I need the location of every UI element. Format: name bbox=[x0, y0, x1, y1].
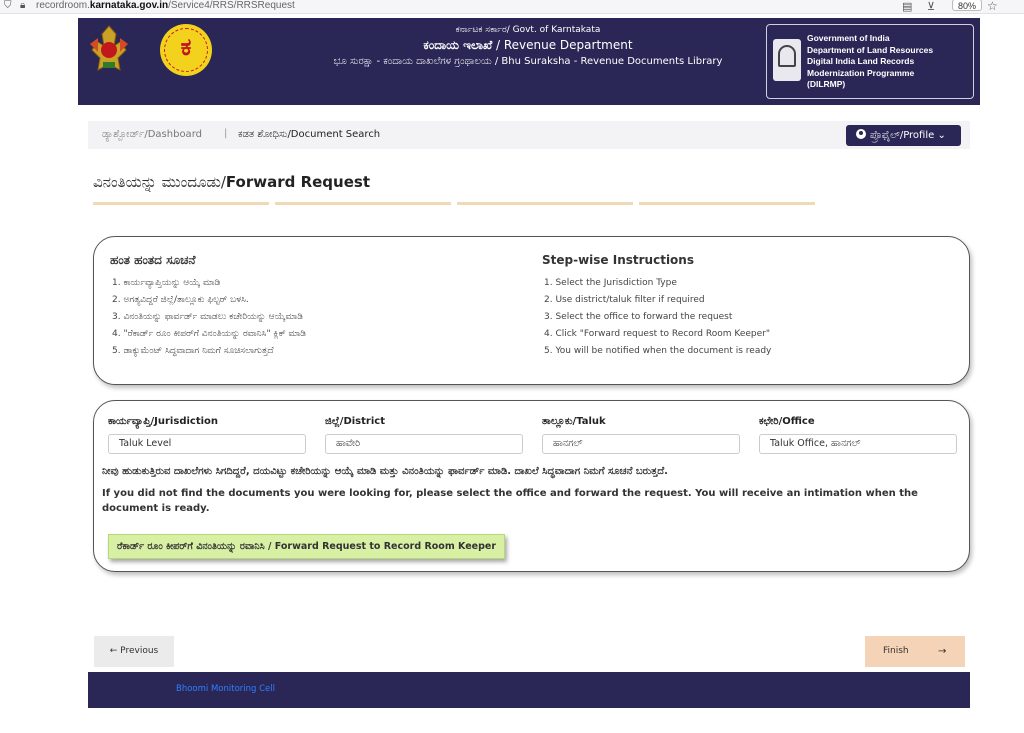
karnataka-emblem-icon bbox=[86, 24, 132, 74]
forward-request-form bbox=[93, 400, 970, 572]
dilrmp-line: Digital India Land Records bbox=[807, 56, 915, 66]
dilrmp-line: (DILRMP) bbox=[807, 79, 846, 89]
logo-letter: ಕ bbox=[180, 33, 192, 61]
instruction-step: 4. Click "Forward request to Record Room Keeper" bbox=[544, 329, 770, 339]
url-domain: karnataka.gov.in bbox=[89, 0, 169, 11]
url-prefix: recordroom. bbox=[36, 0, 90, 11]
instructions-list-kn bbox=[112, 275, 306, 360]
page-title bbox=[93, 173, 370, 191]
instruction-step: 4. "ರೆಕಾರ್ಡ್ ರೂಂ ಕೀಪರ್‌ಗೆ ವಿನಂತಿಯನ್ನು ರವಾನಿಸಿ" ಕ್ಲಿಕ್ ಮಾಡಿ bbox=[112, 329, 306, 339]
instruction-step: 3. ವಿನಂತಿಯನ್ನು ಫಾರ್ವರ್ಡ್ ಮಾಡಲು ಕಚೇರಿಯನ್ನು ಆಯ್ಕೆಮಾಡಿ bbox=[112, 312, 303, 322]
district-field[interactable]: ಹಾವೇರಿ bbox=[325, 434, 523, 454]
instruction-step: 2. ಅಗತ್ಯವಿದ್ದರೆ ಜಿಲ್ಲೆ/ತಾಲ್ಲೂಕು ಫಿಲ್ಟರ್ ಬಳಸಿ. bbox=[112, 295, 249, 305]
instruction-step: 1. Select the Jurisdiction Type bbox=[544, 278, 677, 288]
user-icon bbox=[856, 129, 866, 139]
office-field[interactable]: Taluk Office, ಹಾನಗಲ್ bbox=[759, 434, 957, 454]
office-label: ಕಛೇರಿ/Office bbox=[759, 416, 815, 427]
breadcrumb-current[interactable]: ಕಡತ ಶೋಧಿಸು/Document Search bbox=[238, 129, 381, 140]
site-header bbox=[78, 18, 980, 105]
breadcrumb-dashboard-link[interactable]: ಡ್ಯಾಶ್ಬೋರ್ಡ್/Dashboard bbox=[102, 129, 202, 140]
instructions-list-en bbox=[544, 275, 771, 360]
finish-button[interactable] bbox=[865, 636, 965, 667]
profile-label: ಪ್ರೊಫೈಲ್/Profile ⌄ bbox=[870, 130, 946, 141]
arrow-right-icon: → bbox=[938, 646, 947, 657]
jurisdiction-label: ಕಾರ್ಯವ್ಯಾಪ್ತಿ/Jurisdiction bbox=[108, 416, 219, 427]
step-progress-2 bbox=[275, 202, 451, 205]
step-progress-4 bbox=[639, 202, 815, 205]
dilrmp-badge bbox=[766, 24, 974, 99]
page-title-en: Forward Request bbox=[225, 173, 370, 191]
department-title-en: / Revenue Department bbox=[492, 38, 633, 52]
taluk-field[interactable]: ಹಾನಗಲ್ bbox=[542, 434, 740, 454]
instructions-title-kn: ಹಂತ ಹಂತದ ಸೂಚನೆ bbox=[110, 253, 196, 267]
address-bar[interactable] bbox=[36, 0, 295, 11]
dilrmp-line: Modernization Programme bbox=[807, 67, 915, 78]
instruction-step: 5. You will be notified when the document is ready bbox=[544, 346, 772, 356]
national-emblem-icon bbox=[773, 39, 801, 81]
page-title-kn: ವಿನಂತಿಯನ್ನು ಮುಂದೂಡು/ bbox=[93, 173, 226, 191]
shield-icon[interactable]: ⛉ bbox=[4, 0, 12, 11]
footer-link[interactable]: Bhoomi Monitoring Cell bbox=[176, 684, 276, 694]
reader-view-icon[interactable]: ▤ bbox=[902, 0, 913, 13]
header-titles bbox=[218, 24, 838, 70]
forward-to-record-room-button[interactable]: ರೆಕಾರ್ಡ್ ರೂಂ ಕೀಪರ್‌ಗೆ ವಿನಂತಿಯನ್ನು ರವಾನಿಸಿ / Forward Request to Record Room Keeper bbox=[108, 534, 505, 559]
department-title bbox=[218, 36, 838, 54]
dilrmp-text bbox=[807, 33, 933, 91]
lock-icon[interactable]: 🔒︎ bbox=[20, 0, 26, 11]
instructions-title-en: Step-wise Instructions bbox=[542, 253, 694, 267]
forward-note-en: If you did not find the documents you were looking for, please select the office and forward the request. You will receive an intimation when the document is ready. bbox=[102, 488, 918, 514]
zoom-level[interactable]: 80% bbox=[952, 0, 982, 11]
site-footer bbox=[88, 672, 970, 708]
instruction-step: 5. ಡಾಕ್ಯುಮೆಂಟ್ ಸಿದ್ಧವಾದಾಗ ನಿಮಗೆ ಸೂಚಿಸಲಾಗುತ್ತದೆ bbox=[112, 346, 274, 356]
save-to-pocket-icon[interactable]: ⊻ bbox=[927, 0, 936, 13]
step-progress-3 bbox=[457, 202, 633, 205]
department-title-kn: ಕಂದಾಯ ಇಲಾಖೆ bbox=[423, 38, 493, 52]
jurisdiction-field[interactable]: Taluk Level bbox=[108, 434, 306, 454]
instruction-step: 2. Use district/taluk filter if required bbox=[544, 295, 705, 305]
step-progress-1 bbox=[93, 202, 269, 205]
instruction-step: 1. ಕಾರ್ಯವ್ಯಾಪ್ತಿಯನ್ನು ಆಯ್ಕೆ ಮಾಡಿ bbox=[112, 278, 221, 288]
library-title: ಭೂ ಸುರಕ್ಷಾ - ಕಂದಾಯ ದಾಖಲೆಗಳ ಗ್ರಂಥಾಲಯ / Bhu Suraksha - Revenue Documents Library bbox=[333, 56, 723, 67]
profile-dropdown-button[interactable] bbox=[846, 125, 961, 146]
district-label: ಜಿಲ್ಲೆ/District bbox=[325, 416, 385, 427]
bookmark-star-icon[interactable]: ☆ bbox=[987, 0, 998, 13]
instructions-panel bbox=[93, 236, 970, 385]
revenue-department-logo bbox=[160, 24, 212, 76]
browser-toolbar bbox=[0, 0, 1024, 14]
dilrmp-line: Government of India bbox=[807, 33, 890, 43]
previous-button[interactable]: ← Previous bbox=[94, 636, 174, 667]
govt-title: ಕರ್ನಾಟಕ ಸರ್ಕಾರ/ Govt. of Karntakata bbox=[455, 25, 601, 35]
instruction-step: 3. Select the office to forward the request bbox=[544, 312, 733, 322]
taluk-label: ತಾಲ್ಲೂಕು/Taluk bbox=[542, 416, 606, 427]
forward-note-kn: ನೀವು ಹುಡುಕುತ್ತಿರುವ ದಾಖಲೆಗಳು ಸಿಗದಿದ್ದರೆ, ದಯವಿಟ್ಟು ಕಚೇರಿಯನ್ನು ಆಯ್ಕೆ ಮಾಡಿ ಮತ್ತು ವಿನಂತಿಯನ್ನು ಫಾರ್ವರ್ಡ್ ಮಾಡಿ. ದಾಖಲೆ ಸಿದ್ಧವಾದಾಗ ನಿಮಗೆ ಸೂಚನೆ ಬರುತ್ತದೆ. bbox=[102, 466, 668, 477]
dilrmp-line: Department of Land Resources bbox=[807, 44, 934, 55]
breadcrumb bbox=[88, 121, 970, 149]
finish-label: Finish bbox=[883, 646, 909, 656]
url-path: /Service4/RRS/RRSRequest bbox=[168, 0, 295, 11]
breadcrumb-separator: | bbox=[224, 128, 228, 139]
